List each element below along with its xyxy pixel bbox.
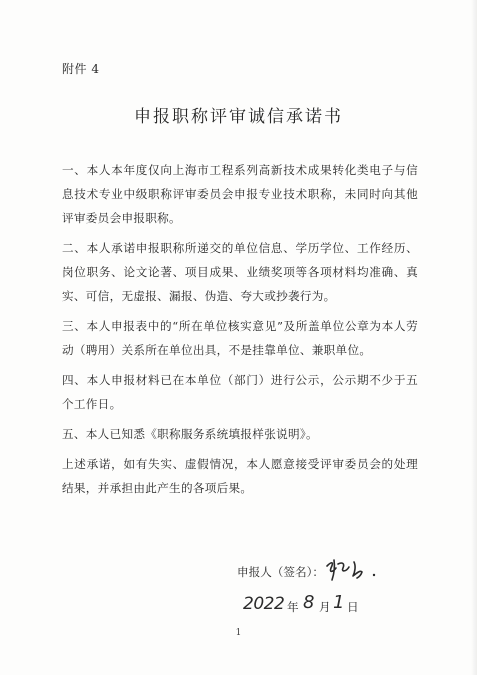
- commitment-clause-5: 五、本人已知悉《职称服务系统填报样张说明》。: [62, 427, 318, 441]
- attachment-label: 附件 4: [62, 62, 100, 76]
- date-month: 8: [303, 592, 315, 613]
- commitment-clause-3: 三、本人申报表中的“所在单位核实意见”及所盖单位公章为本人劳动（聘用）关系所在单位出具，不是挂靠单位、兼职单位。: [62, 319, 418, 357]
- commitment-summary: 上述承诺，如有失实、虚假情况，本人愿意接受评审委员会的处理结果，并承担由此产生的各项后果。: [62, 457, 418, 495]
- commitment-body: [62, 158, 418, 506]
- signing-date: [243, 590, 383, 620]
- date-day-label: 日: [347, 600, 359, 614]
- page-number: 1: [235, 628, 242, 638]
- date-year: 2022: [243, 594, 285, 614]
- handwritten-signature: [324, 556, 380, 582]
- date-day: 1: [333, 592, 345, 613]
- date-year-label: 年: [287, 600, 299, 614]
- commitment-clause-2: 二、本人承诺申报职称所递交的单位信息、学历学位、工作经历、岗位职务、论文论著、项目成果、业绩奖项等各项材料均准确、真实、可信，无虚报、漏报、伪造、夸大或抄袭行为。: [62, 241, 418, 303]
- date-month-label: 月: [319, 600, 331, 614]
- commitment-clause-1: 一、本人本年度仅向上海市工程系列高新技术成果转化类电子与信息技术专业中级职称评审委员会申报专业技术职称，未同时向其他评审委员会申报职称。: [62, 163, 418, 225]
- signer-label: 申报人（签名）：: [237, 565, 324, 579]
- document-title: 申报职称评审诚信承诺书: [134, 107, 343, 127]
- commitment-clause-4: 四、本人申报材料已在本单位（部门）进行公示，公示期不少于五个工作日。: [62, 373, 418, 411]
